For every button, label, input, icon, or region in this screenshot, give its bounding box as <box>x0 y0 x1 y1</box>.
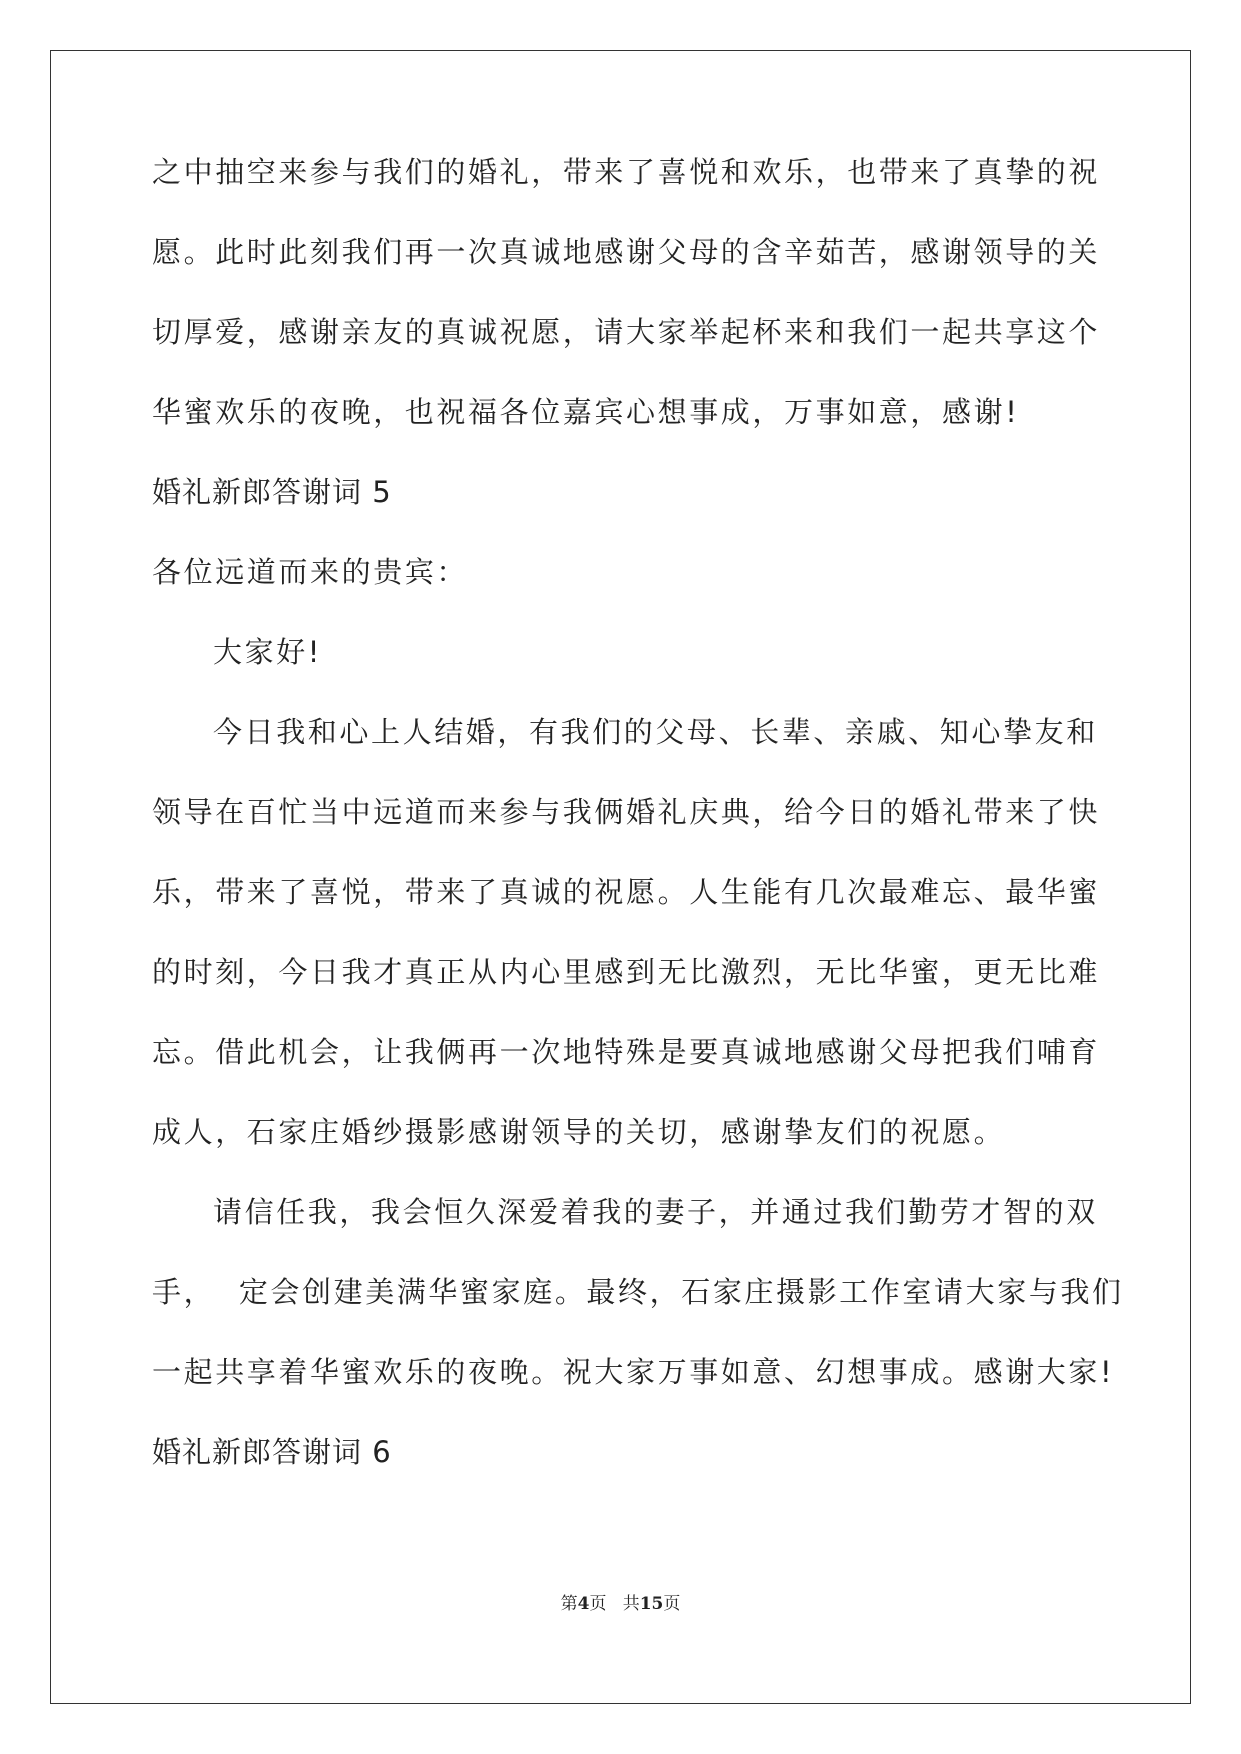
body-line: 一起共享着华蜜欢乐的夜晚。祝大家万事如意、幻想事成。感谢大家! <box>152 1355 1115 1389</box>
body-line: 领导在百忙当中远道而来参与我俩婚礼庆典，给今日的婚礼带来了快 <box>152 795 1101 829</box>
total-pages: 15 <box>639 1594 664 1614</box>
greeting-line: 大家好! <box>213 635 323 669</box>
total-suffix: 页 <box>663 1594 681 1614</box>
body-line: 请信任我，我会恒久深爱着我的妻子，并通过我们勤劳才智的双 <box>213 1195 1098 1229</box>
body-line: 华蜜欢乐的夜晚，也祝福各位嘉宾心想事成，万事如意，感谢! <box>152 395 1020 429</box>
body-line: 乐，带来了喜悦，带来了真诚的祝愿。人生能有几次最难忘、最华蜜 <box>152 875 1101 909</box>
total-prefix: 共 <box>622 1594 640 1614</box>
body-line: 今日我和心上人结婚，有我们的父母、长辈、亲戚、知心挚友和 <box>213 715 1098 749</box>
body-line: 切厚爱，感谢亲友的真诚祝愿，请大家举起杯来和我们一起共享这个 <box>152 315 1101 349</box>
page-number: 4 <box>577 1594 590 1614</box>
body-line: 成人，石家庄婚纱摄影感谢领导的关切，感谢挚友们的祝愿。 <box>152 1115 1006 1149</box>
page-footer <box>0 1592 1241 1616</box>
page-prefix: 第 <box>560 1594 578 1614</box>
body-line: 忘。借此机会，让我俩再一次地特殊是要真诚地感谢父母把我们哺育 <box>152 1035 1101 1069</box>
salutation-line: 各位远道而来的贵宾： <box>152 555 469 589</box>
section-heading-5: 婚礼新郎答谢词 5 <box>152 475 392 509</box>
body-line: 的时刻，今日我才真正从内心里感到无比激烈，无比华蜜，更无比难 <box>152 955 1101 989</box>
body-line: 手， 定会创建美满华蜜家庭。最终，石家庄摄影工作室请大家与我们 <box>152 1275 1124 1309</box>
page-suffix: 页 <box>589 1594 607 1614</box>
body-line: 愿。此时此刻我们再一次真诚地感谢父母的含辛茹苦，感谢领导的关 <box>152 235 1101 269</box>
section-heading-6: 婚礼新郎答谢词 6 <box>152 1435 392 1469</box>
body-line: 之中抽空来参与我们的婚礼，带来了喜悦和欢乐，也带来了真挚的祝 <box>152 155 1101 189</box>
